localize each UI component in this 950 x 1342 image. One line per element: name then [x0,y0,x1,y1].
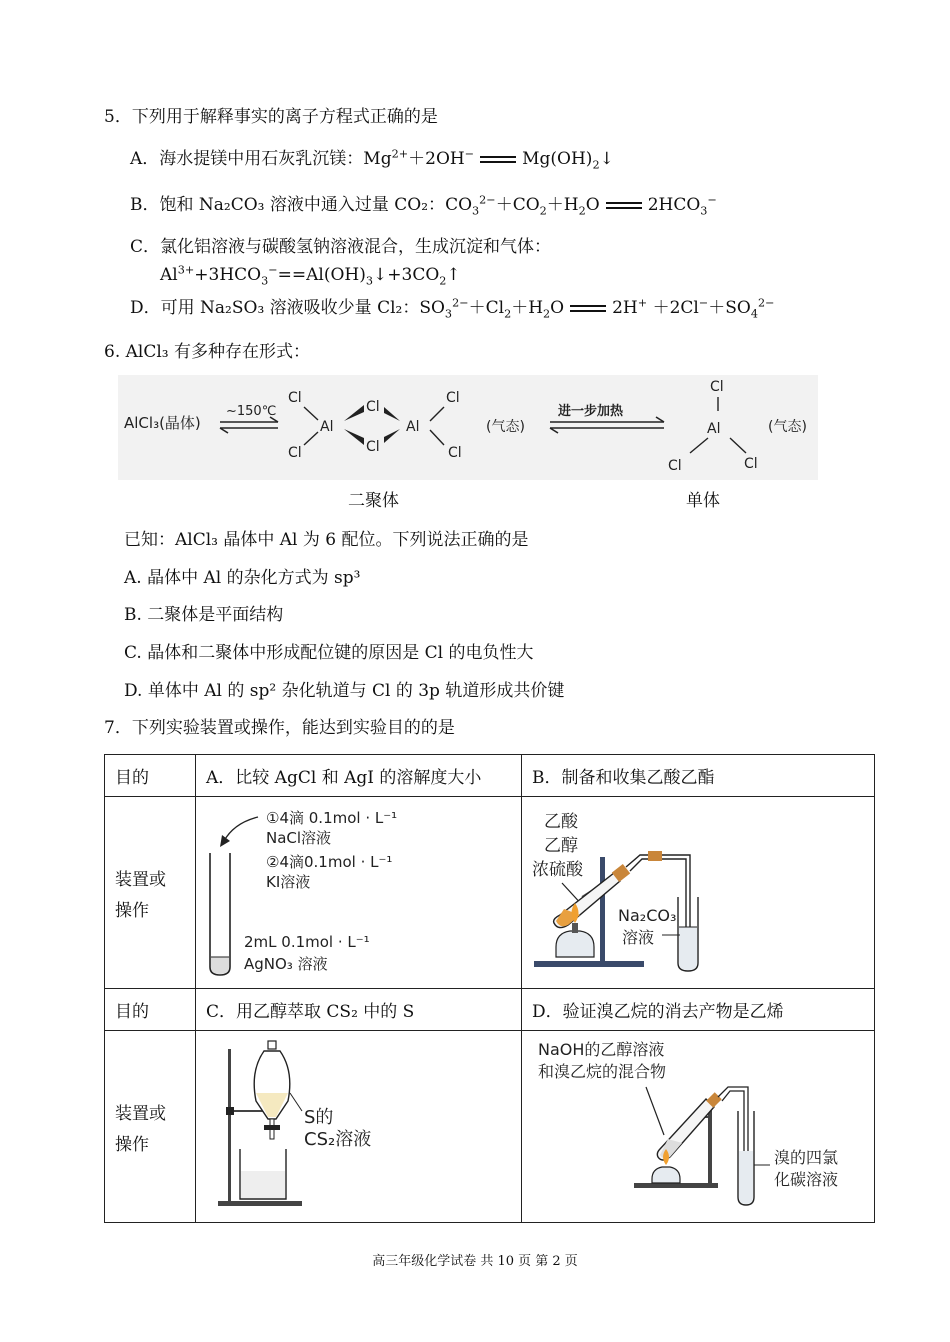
fig-b-text: 乙醇 [544,836,578,856]
cl-label: Cl [668,458,682,474]
device-header-line1: 装置或 [115,869,166,890]
q6-known: 已知：AlCl₃ 晶体中 Al 为 6 配位。下列说法正确的是 [124,530,529,550]
q5-option-c-equation: $Al^{3+}+3HCO_3^-==Al(OH)_3↓+3CO_2↑$ [160,263,461,288]
device-header [105,797,196,989]
option-c-figure [196,1031,522,1223]
fig-a-text: KI溶液 [266,873,311,891]
cl-label: Cl [744,456,758,472]
beaker-icon [240,1149,286,1199]
q5-option-a-equation: $Mg^{2+}+2OH^-$ $Mg(OH)_2↓$ [363,147,614,172]
fig-c-text: CS₂溶液 [304,1129,372,1150]
cl-label: Cl [366,399,380,415]
fig-a-text: NaCl溶液 [266,829,332,847]
option-a-purpose: A．比较 AgCl 和 AgI 的溶解度大小 [196,755,522,797]
option-d-purpose: D．验证溴乙烷的消去产物是乙烯 [522,989,875,1031]
q5-option-b [130,194,717,216]
equilibrium-arrow-icon [220,417,278,433]
dropper-arrow-icon [224,817,258,841]
fig-b-text: 溶液 [622,928,655,947]
table-row [105,1031,875,1223]
dimer-caption: 二聚体 [348,491,399,511]
equals-sign-icon [570,304,606,314]
option-d-figure [522,1031,875,1223]
q5-option-c: C．氯化铝溶液与碳酸氢钠溶液混合，生成沉淀和气体： [130,237,552,257]
device-header-line1: 装置或 [115,1103,166,1124]
receiving-tube-icon [738,1111,754,1205]
q5-option-d-label: D．可用 Na₂SO₃ 溶液吸收少量 Cl₂： [130,298,420,318]
option-b-figure [522,797,875,989]
q5-option-d-equation: $SO_3^{2-}+Cl_2+H_2O$ $2H^+ +2Cl^-+SO_4^{2-}$ [419,296,775,321]
elimination-apparatus-figure [522,1031,874,1217]
q5-option-b-equation: $CO_3^{2-}+CO_2+H_2O$ $2HCO_3^-$ [445,193,717,218]
device-header-line2: 操作 [115,1134,149,1155]
option-a-figure [196,797,522,989]
monomer-caption: 单体 [686,491,720,511]
q6-option-d: D. 单体中 Al 的 sp² 杂化轨道与 Cl 的 3p 轨道形成共价键 [124,681,565,701]
q6-option-c: C. 晶体和二聚体中形成配位键的原因是 Cl 的电负性大 [124,643,534,663]
separatory-funnel-figure [196,1031,521,1217]
al-label: Al [406,419,420,435]
table-row [105,797,875,989]
cl-label: Cl [366,439,380,455]
cl-label: Cl [288,445,302,461]
equilibrium-arrow-icon [550,417,664,433]
fig-b-text: 浓硫酸 [532,860,583,880]
equals-sign-icon [480,155,516,165]
fig-c-text: S的 [304,1107,334,1128]
q6-option-a: A. 晶体中 Al 的杂化方式为 sp³ [124,568,361,588]
purpose-header: 目的 [105,989,196,1031]
q5-option-a [130,148,614,170]
monomer-structure [668,379,758,474]
purpose-header: 目的 [105,755,196,797]
equals-sign-icon [606,201,642,211]
temp-label: ~150℃ [226,404,277,419]
fig-b-text: Na₂CO₃ [618,906,677,925]
q5-option-b-label: B．饱和 Na₂CO₃ 溶液中通入过量 CO₂： [130,195,446,215]
fig-a-text: 2mL 0.1mol · L⁻¹ [244,933,370,951]
option-c-purpose: C．用乙醇萃取 CS₂ 中的 S [196,989,522,1031]
table-row [105,989,875,1031]
heat-label: 进一步加热 [558,404,624,419]
receiving-tube-icon [678,897,698,971]
separatory-funnel-icon [254,1041,290,1139]
test-tube-icon [210,853,230,975]
table-row [105,755,875,797]
alcohol-lamp-icon [556,903,594,957]
q5-stem: 5．下列用于解释事实的离子方程式正确的是 [104,107,438,127]
cl-label: Cl [446,390,460,406]
q7-table [104,754,875,1223]
al-label: Al [707,421,721,437]
dimer-structure [288,390,462,461]
alcohol-lamp-icon [652,1149,680,1183]
gas-label-1: (气态) [486,419,525,435]
fig-a-text: ①4滴 0.1mol · L⁻¹ [266,809,398,827]
q6-option-b: B. 二聚体是平面结构 [124,605,284,625]
q6-stem: 6. AlCl₃ 有多种存在形式： [104,342,311,362]
crystal-label: AlCl₃(晶体) [124,414,201,432]
alcl3-scheme-drawing [118,375,818,480]
page-footer: 高三年级化学试卷 共 10 页 第 2 页 [372,1254,578,1269]
fig-d-text: NaOH的乙醇溶液 [538,1040,665,1059]
fig-d-text: 和溴乙烷的混合物 [538,1062,667,1081]
gas-label-2: (气态) [768,419,807,435]
fig-a-text: ②4滴0.1mol · L⁻¹ [266,853,393,871]
option-b-purpose: B．制备和收集乙酸乙酯 [522,755,875,797]
test-tube-figure [196,797,521,983]
al-label: Al [320,419,334,435]
test-tube-heated-icon [657,1092,721,1160]
fig-d-text: 溴的四氯 [774,1148,839,1167]
q5-option-a-label: A．海水提镁中用石灰乳沉镁： [130,149,364,169]
device-header-line2: 操作 [115,900,149,921]
q5-option-d [130,297,775,319]
fig-d-text: 化碳溶液 [774,1170,839,1189]
alcl3-scheme [118,375,818,480]
cl-label: Cl [710,379,724,395]
device-header [105,1031,196,1223]
q7-stem: 7．下列实验装置或操作，能达到实验目的的是 [104,718,455,738]
ester-apparatus-figure [522,797,874,983]
cl-label: Cl [448,445,462,461]
fig-a-text: AgNO₃ 溶液 [244,955,328,973]
fig-b-text: 乙酸 [544,812,578,832]
cl-label: Cl [288,390,302,406]
